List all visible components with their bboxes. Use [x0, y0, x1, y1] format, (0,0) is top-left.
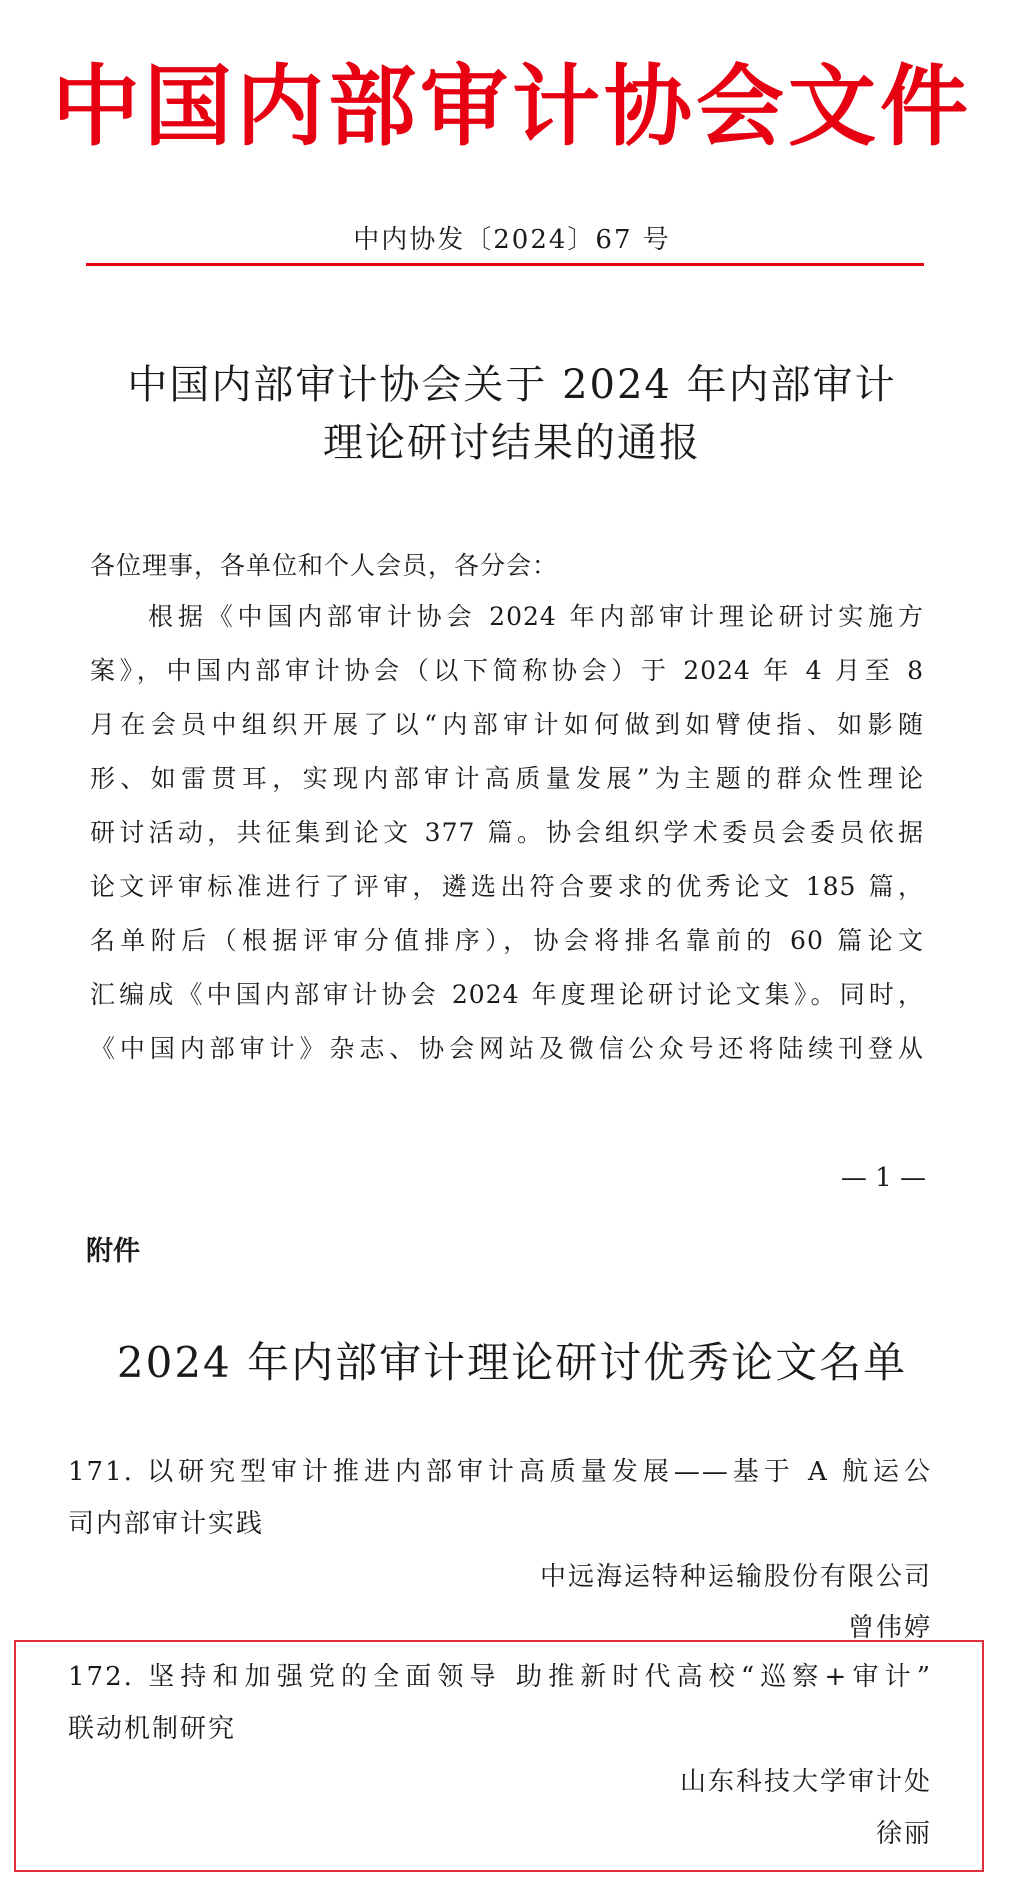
entry-title-line: 联动机制研究	[68, 1714, 237, 1744]
entry-author: 徐丽	[875, 1819, 932, 1849]
document-number: 中内协发〔2024〕67 号	[353, 225, 671, 255]
list-title: 2024 年内部审计理论研讨优秀论文名单	[116, 1338, 908, 1387]
body-paragraph-line: 名单附后（根据评审分值排序），协会将排名靠前的 60 篇论文	[90, 926, 924, 955]
red-divider	[86, 263, 924, 266]
body-paragraph-line: 论文评审标准进行了评审，遴选出符合要求的优秀论文 185 篇，	[90, 872, 924, 901]
body-paragraph-line: 《中国内部审计》杂志、协会网站及微信公众号还将陆续刊登从	[90, 1034, 924, 1063]
body-paragraph-line: 月在会员中组织开展了以“内部审计如何做到如臂使指、如影随	[90, 710, 924, 739]
salutation: 各位理事，各单位和个人会员，各分会：	[90, 551, 559, 580]
entry-title-line: 172. 坚持和加强党的全面领导 助推新时代高校“巡察+审计”	[68, 1662, 932, 1692]
notice-title-line: 中国内部审计协会关于 2024 年内部审计	[127, 362, 897, 408]
body-paragraph-line: 案》，中国内部审计协会（以下简称协会）于 2024 年 4 月至 8	[90, 656, 924, 685]
entry-title-line: 171. 以研究型审计推进内部审计高质量发展——基于 A 航运公	[68, 1457, 932, 1487]
attachment-label: 附件	[86, 1236, 140, 1267]
entry-organization: 中远海运特种运输股份有限公司	[539, 1562, 932, 1592]
entry-author: 曾伟婷	[847, 1613, 932, 1643]
page-number: — 1 —	[840, 1163, 926, 1193]
masthead: 中国内部审计协会文件	[51, 55, 972, 158]
notice-title-line: 理论研讨结果的通报	[323, 420, 701, 466]
body-paragraph-line: 形、如雷贯耳，实现内部审计高质量发展”为主题的群众性理论	[90, 764, 924, 793]
entry-organization: 山东科技大学审计处	[679, 1767, 932, 1797]
entry-title-line: 司内部审计实践	[68, 1509, 265, 1539]
body-paragraph-line: 汇编成《中国内部审计协会 2024 年度理论研讨论文集》。同时，	[90, 980, 924, 1009]
notice-title	[0, 356, 1024, 472]
body-paragraph-line: 研讨活动，共征集到论文 377 篇。协会组织学术委员会委员依据	[90, 818, 924, 847]
body-paragraph-line: 根据《中国内部审计协会 2024 年内部审计理论研讨实施方	[148, 602, 924, 631]
